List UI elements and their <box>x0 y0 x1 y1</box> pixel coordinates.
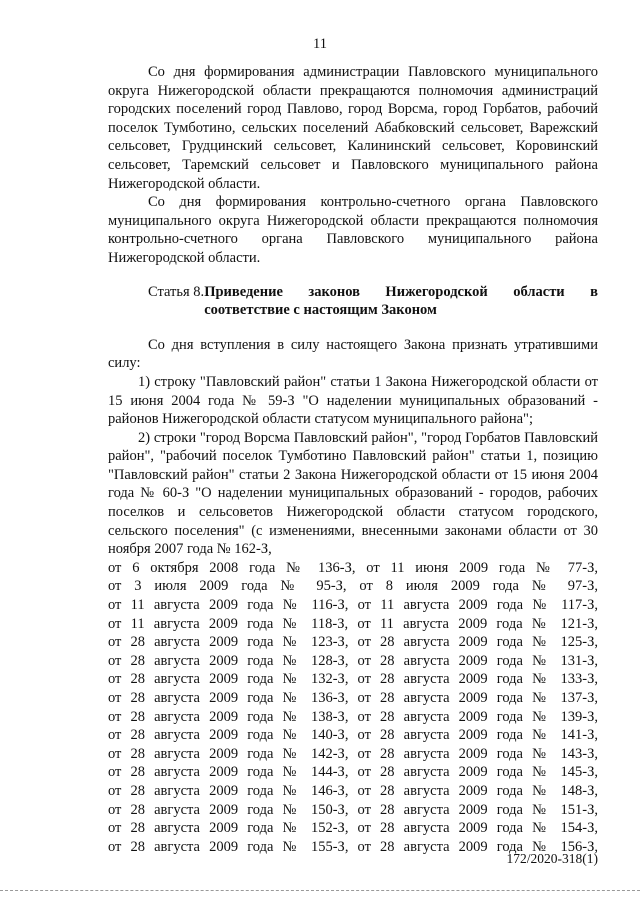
amendment-line: от 28 августа 2009 года № 136-З, от 28 августа 2009 года № 137-З, <box>108 690 598 706</box>
amendment-line: от 28 августа 2009 года № 152-З, от 28 августа 2009 года № 154-З, <box>108 820 598 837</box>
amendment-line: от 6 октября 2008 года № 136-З, от 11 июня 2009 года № 77-З, <box>108 559 598 576</box>
amendment-line: от 28 августа 2009 года № 150-З, от 28 августа 2009 года № 151-З, <box>108 801 598 818</box>
amendment-lines <box>108 559 598 857</box>
spacer <box>108 268 598 283</box>
amendment-line: от 11 августа 2009 года № 118-З, от 11 августа 2009 года № 121-З, <box>108 615 598 632</box>
document-body <box>108 63 598 856</box>
amendment-line: от 3 июля 2009 года № 95-З, от 8 июля 2009 года № 97-З, <box>108 578 598 595</box>
article-number: Статья 8. <box>148 283 205 300</box>
amendment-line: от 28 августа 2009 года № 142-З, от 28 августа 2009 года № 143-З, <box>108 745 598 762</box>
amendment-line: от 28 августа 2009 года № 140-З, от 28 августа 2009 года № 141-З, <box>108 727 598 744</box>
amendment-line: от 28 августа 2009 года № 144-З, от 28 августа 2009 года № 145-З, <box>108 764 598 781</box>
paragraph-administration: Со дня формирования администрации Павловского муниципального округа Нижегородской области прекращаются полномочия администраций городских поселений город Павлово, город Ворсма, город Горбатов, рабочий поселок Тумботино, сельских поселений Абабковский сельсовет, Варежский сельсовет, Грудцинский сельсовет, Калининский сельсовет, Коровинский сельсовет, Таремский сельсовет и Павловского муниципального района Нижегородской области. <box>108 64 598 192</box>
amendment-line: от 28 августа 2009 года № 128-З, от 28 августа 2009 года № 131-З, <box>108 652 598 669</box>
paragraph-repeal-intro: Со дня вступления в силу настоящего Закона признать утратившими силу: <box>108 336 598 372</box>
amendment-line: от 11 августа 2009 года № 116-З, от 11 августа 2009 года № 117-З, <box>108 597 598 614</box>
page-number: 11 <box>313 36 327 52</box>
list-item-2: 2) строки "город Ворсма Павловский район", "город Горбатов Павловский район", "рабочий поселок Тумботино Павловский район" статьи 1, позицию "Павловский район" статьи 2 Закона Нижегородской области от 15 июня 2004 года № 60-З "О наделении муниципальных образований - городов, рабочих поселков и сельсоветов Нижегородской области статусом городского, сельского поселения" (с изменениями, внесенными законами области от 30 ноября 2007 года № 162-З, <box>108 429 598 558</box>
amendment-line: от 28 августа 2009 года № 146-З, от 28 августа 2009 года № 148-З, <box>108 782 598 799</box>
amendment-line: от 28 августа 2009 года № 138-З, от 28 августа 2009 года № 139-З, <box>108 708 598 725</box>
amendment-line: от 28 августа 2009 года № 155-З, от 28 августа 2009 года № 156-З, <box>108 838 598 855</box>
article-heading <box>108 283 598 320</box>
spacer <box>108 320 598 336</box>
page-edge-divider <box>0 890 640 891</box>
paragraph-control-body: Со дня формирования контрольно-счетного органа Павловского муниципального округа Нижегородской области прекращаются полномочия контрольно-счетного органа Павловского муниципального района Нижегородской области. <box>108 194 598 266</box>
list-item-1: 1) строку "Павловский район" статьи 1 Закона Нижегородской области от 15 июня 2004 года № 59-З "О наделении муниципальных образований - районов Нижегородской области статусом муниципального района"; <box>108 373 598 428</box>
document-code: 172/2020-318(1) <box>506 851 598 866</box>
article-title: Приведение законов Нижегородской области в соответствие с настоящим Законом <box>204 283 598 319</box>
amendment-line: от 28 августа 2009 года № 132-З, от 28 августа 2009 года № 133-З, <box>108 671 598 688</box>
amendment-line: от 28 августа 2009 года № 123-З, от 28 августа 2009 года № 125-З, <box>108 634 598 651</box>
